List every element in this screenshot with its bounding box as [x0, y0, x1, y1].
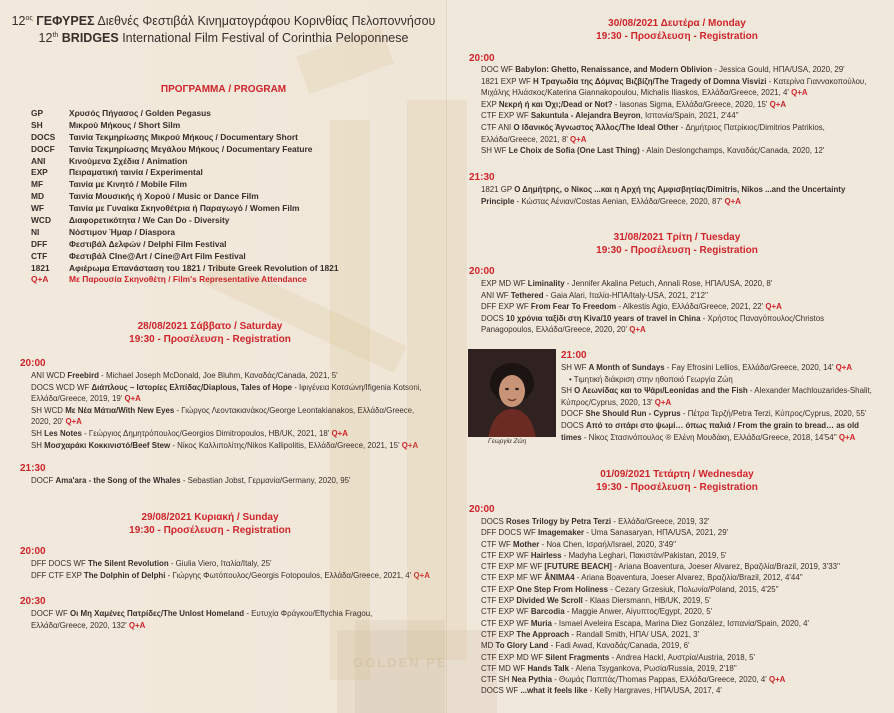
list-item: CTF MD WF Hands Talk - Alena Tsygankova, Ρωσία/Russia, 2019, 2'18''	[481, 663, 737, 673]
program-block	[481, 64, 877, 157]
day-header-30: 30/08/2021 Δευτέρα / Monday 19:30 - Προσέλευση - Registration	[596, 18, 758, 42]
list-item: CTF EXP WF Barcodia - Maggie Anwer, Αίγυπτος/Egypt, 2020, 5'	[481, 607, 713, 617]
program-title: ΠΡΟΓΡΑΜΜΑ / PROGRAM	[160, 84, 287, 95]
legend-code: CTF	[31, 250, 48, 261]
legend-code: DOCS	[31, 131, 56, 142]
time-slot: 20:00	[469, 53, 495, 64]
legend-row	[31, 108, 431, 120]
legend-description: Ταινία Τεκμηρίωσης Μικρού Μήκους / Documentary Short	[69, 131, 298, 142]
legend-code: EXP	[31, 167, 48, 178]
list-item: DOCS 10 χρόνια ταξίδι στη Kiva/10 years of travel in China - Χρήστος Παναγόπουλος/Christos Panagopoulos, Ελλάδα/Greece, 2020, 20' Q+A	[481, 313, 825, 335]
list-item: CTF EXP MF WF ÂNIMA4 - Ariana Boaventura, Joeser Alvarez, Βραζιλία/Brazil, 2012, 4'44''	[481, 573, 803, 583]
list-item: ANI WCD Freebird - Michael Joseph McDonald, Joe Bluhm, Καναδάς/Canada, 2021, 5'	[31, 371, 338, 380]
list-item: DOCS WCD WF Διάπλους – Ιστορίες Ελπίδας/Diaplous, Tales of Hope - Ιφιγένεια Κοτσώνη/Ifigenia Kotsoni, Ελλάδα/Greece, 2019, 19' Q+A	[31, 382, 422, 404]
legend-code: SH	[31, 119, 43, 130]
legend-description: Ταινία Μουσικής ή Χορού / Music or Dance Film	[69, 191, 259, 202]
list-item: CTF WF Mother - Noa Chen, Ισραήλ/Israel, 2020, 3'49''	[481, 539, 677, 549]
list-item: ANI WF Tethered - Gaia Alari, Ιταλία-ΗΠΑ/Italy-USA, 2021, 2'12''	[481, 290, 708, 300]
list-item: DFF DOCS WF The Silent Revolution - Giulia Viero, Ιταλία/Italy, 25'	[31, 559, 272, 568]
legend-code: NI	[31, 226, 40, 237]
program-block	[31, 370, 431, 451]
legend	[31, 108, 431, 286]
right-page	[353, 0, 894, 713]
program-block	[31, 475, 431, 487]
legend-row	[31, 120, 431, 132]
woman-portrait-icon	[468, 349, 556, 437]
list-item: CTF EXP WF Hairless - Madyha Leghari, Πακιστάν/Pakistan, 2019, 5'	[481, 550, 727, 560]
program-block	[31, 558, 436, 581]
portrait-caption: Γεωργία Ζώη	[488, 438, 527, 445]
day-header-31: 31/08/2021 Τρίτη / Tuesday 19:30 - Προσέλευση - Registration	[596, 232, 758, 256]
list-item: SH WF Le Choix de Sofia (One Last Thing) - Alain Deslongchamps, Καναδάς/Canada, 2020, 12'	[481, 146, 825, 156]
list-item: DOCF WF Οι Μη Χαμένες Πατρίδες/The Unlost Homeland - Ευτυχία Φράγκου/Eftychia Fragou, Ελλάδα/Greece, 2020, 132' Q+A	[31, 609, 373, 630]
list-item: DFF EXP WF From Fear To Freedom - Alkestis Agio, Ελλάδα/Greece, 2021, 22' Q+A	[481, 302, 782, 312]
legend-row	[31, 144, 431, 156]
legend-description: Ταινία Τεκμηρίωσης Μεγάλου Μήκους / Documentary Feature	[69, 143, 313, 154]
list-item: SH WF A Month of Sundays - Fay Efrosini Lellios, Ελλάδα/Greece, 2020, 14' Q+A	[561, 363, 853, 372]
legend-description: Νόστιμον Ήμαρ / Diaspora	[69, 226, 176, 237]
portrait-photo	[468, 349, 556, 437]
legend-code: GP	[31, 108, 44, 118]
list-item: 1821 GP Ο Δημήτρης, ο Νίκος ...και η Αρχή της Αμφισβητίας/Dimitris, Nikos ...and the Uncertainty Principle - Κώστας Αένιαν/Costas Aenian, Ελλάδα/Greece, 2020, 87' Q+A	[481, 185, 846, 206]
time-slot: 20:00	[20, 546, 46, 557]
list-item: SH WCD Με Νέα Μάτια/With New Eyes - Γιώργος Λεοντακιανάκος/George Leontakianakos, Ελλάδα/Greece, 2020, 20' Q+A	[31, 405, 415, 427]
legend-row	[31, 132, 431, 144]
festival-title-english: 12th BRIDGES International Film Festival of Corinthia Peloponnese	[38, 31, 409, 45]
legend-row	[31, 179, 431, 191]
legend-row	[31, 167, 431, 179]
legend-code: 1821	[31, 262, 50, 273]
list-item: MD To Glory Land - Fadi Awad, Καναδάς/Canada, 2019, 6'	[481, 641, 690, 651]
legend-row	[31, 274, 431, 286]
list-item: CTF ANI Ο Ιδανικός Άγνωστος Άλλος/The Ideal Other - Δημήτριος Πατρίκιος/Dimitrios Patrikios, Ελλάδα/Greece, 2021, 8' Q+A	[481, 122, 825, 144]
list-item: EXP Νεκρή ή και Όχι;/Dead or Not? - Iasonas Sigma, Ελλάδα/Greece, 2020, 15' Q+A	[481, 99, 787, 109]
list-item: CTF EXP MF WF [FUTURE BEACH] - Ariana Boaventura, Joeser Alvarez, Βραζιλία/Brazil, 2019, 3'33''	[481, 562, 840, 572]
list-item: DOCS Roses Trilogy by Petra Terzi - Ελλάδα/Greece, 2019, 32'	[481, 517, 710, 526]
day-header-01: 01/09/2021 Τετάρτη / Wednesday 19:30 - Προσέλευση - Registration	[596, 469, 758, 493]
list-item: CTF EXP WF Muria - Ismael Aveleira Escapa, Marina Diez González, Ισπανία/Spain, 2020, 4'	[481, 618, 809, 628]
legend-row	[31, 156, 431, 168]
list-item: SH Les Notes - Γεώργιος Δημητρόπουλος/Georgios Dimitropoulos, HB/UK, 2021, 18' Q+A	[31, 428, 348, 438]
program-block	[481, 278, 877, 336]
program-block	[481, 184, 877, 207]
legend-description: Αφιέρωμα Επανάσταση του 1821 / Tribute Greek Revolution of 1821	[69, 262, 339, 273]
legend-code: WF	[31, 203, 45, 214]
legend-description: Κινούμενα Σχέδια / Animation	[69, 155, 188, 166]
list-item: CTF EXP MD WF Silent Fragments - Andrea Hackl, Αυστρία/Austria, 2018, 5'	[481, 652, 755, 662]
legend-code: DFF	[31, 238, 48, 249]
legend-row	[31, 215, 431, 227]
legend-code: MD	[31, 191, 45, 202]
legend-row	[31, 263, 431, 275]
list-item: CTF EXP WF Sakuntula - Alejandra Beyron, Ισπανία/Spain, 2021, 2'44''	[481, 111, 739, 121]
list-item: DOCS WF ...what it feels like - Kelly Hargraves, ΗΠΑ/USA, 2017, 4'	[481, 686, 722, 696]
time-slot: 21:30	[469, 172, 495, 183]
legend-description: Μικρού Μήκους / Short Silm	[69, 119, 181, 130]
list-item: DOC WF Babylon: Ghetto, Renaissance, and Modern Oblivion - Jessica Gould, ΗΠΑ/USA, 2020, 29'	[481, 65, 845, 74]
legend-row	[31, 191, 431, 203]
legend-row	[31, 227, 431, 239]
legend-code: MF	[31, 179, 44, 190]
time-slot: 20:00	[469, 504, 495, 515]
legend-row	[31, 203, 431, 215]
list-item: CTF SH Nea Pythia - Θωμάς Παππάς/Thomas Pappas, Ελλάδα/Greece, 2020, 4' Q+A	[481, 675, 786, 685]
watermark-text: GOLDEN PE	[353, 655, 448, 670]
list-item: CTF EXP The Approach - Randall Smith, ΗΠΑ/ USA, 2021, 3'	[481, 629, 700, 639]
list-item: DOCS Από το σιτάρι στο ψωμί… όπως παλιά / From the grain to bread… as old times - Νίκος Στασινόπουλος ® Ελένη Μουδάκη, Ελλάδα/Greece, 2018, 14'54'' Q+A	[561, 420, 860, 442]
time-slot: 21:30	[20, 463, 46, 474]
time-slot: 20:00	[20, 358, 46, 369]
list-item: 1821 EXP WF Η Τραγωδία της Δόμνας Βιζβίζη/The Tragedy of Domna Visvizi - Κατερίνα Γιαννακοπούλου, Μιχάλης Ηλιάσκος/Katerina Giannakopoulou, Michalis Iliaskos, Ελλάδα/Greece, 2021, 4' Q+A	[481, 76, 867, 98]
list-item: DFF CTF EXP The Dolphin of Delphi - Γιώργης Φωτόπουλος/Georgis Fotopoulos, Ελλάδα/Greece, 2021, 4' Q+A	[31, 570, 430, 580]
legend-description: Ταινία με Γυναίκα Σκηνοθέτρια ή Παραγωγό / Women Film	[69, 203, 300, 214]
legend-code: DOCF	[31, 143, 55, 154]
list-item: SH Ο Λεωνίδας και το Ψάρι/Leonidas and the Fish - Alexander Machlouzarides-Shalit, Κύπρος/Cyprus, 2020, 13' Q+A	[561, 386, 872, 407]
list-item: EXP MD WF Liminality - Jennifer Akalina Petuch, Annali Rose, ΗΠΑ/USA, 2020, 8'	[481, 279, 773, 288]
program-block	[481, 516, 877, 697]
day-header-28: 28/08/2021 Σάββατο / Saturday 19:30 - Προσέλευση - Registration	[129, 321, 291, 345]
time-slot: 20:00	[469, 266, 495, 277]
legend-row	[31, 239, 431, 251]
day-header-29: 29/08/2021 Κυριακή / Sunday 19:30 - Προσέλευση - Registration	[129, 512, 291, 536]
list-item: DOCF Ama'ara - the Song of the Whales - Sebastian Jobst, Γερμανία/Germany, 2020, 95'	[31, 476, 351, 485]
program-block	[561, 362, 877, 443]
legend-description: Χρυσός Πήγασος / Golden Pegasus	[69, 108, 211, 118]
legend-description: Ταινία με Κινητό / Mobile Film	[69, 179, 187, 190]
list-item: SH Μοσχαράκι Κοκκινιστό/Beef Stew - Νίκος Καλλιπολίτης/Nikos Kallipolitis, Ελλάδα/Greece, 2021, 15' Q+A	[31, 440, 419, 450]
legend-code: WCD	[31, 215, 52, 226]
legend-description: Με Παρουσία Σκηνοθέτη / Film's Representative Attendance	[69, 274, 307, 285]
legend-description: Πειραματική ταινία / Experimental	[69, 167, 203, 178]
festival-title-greek: $12^{o\varsigma}$ ΓΕΦΥΡΕΣ Διεθνές Φεστιβάλ Κινηματογράφου Κορινθίας Πελοποννήσου	[11, 14, 436, 28]
time-slot: 21:00	[561, 350, 587, 361]
list-item: DOCF She Should Run - Cyprus - Πέτρα Τερζή/Petra Terzi, Κύπρος/Cyprus, 2020, 55'	[561, 409, 867, 419]
list-item: CTF EXP Divided We Scroll - Klaas Diersmann, HB/UK, 2019, 5'	[481, 596, 711, 606]
program-block	[31, 608, 431, 631]
time-slot: 20:30	[20, 596, 46, 607]
list-item-note: • Τιμητική διάκριση στην ηθοποιό Γεωργία Ζώη	[569, 374, 733, 384]
legend-code: Q+A	[31, 274, 49, 285]
list-item: DFF DOCS WF Imagemaker - Uma Sanasaryan, ΗΠΑ/USA, 2021, 29'	[481, 528, 729, 538]
legend-description: Φεστιβάλ Δελφών / Delphi Film Festival	[69, 238, 227, 249]
legend-description: Φεστιβάλ CIne@Art / Cine@Art Film Festival	[69, 250, 246, 261]
legend-description: Διαφορετικότητα / We Can Do - Diversity	[69, 215, 230, 226]
legend-row	[31, 251, 431, 263]
list-item: CTF EXP One Step From Holiness - Cezary Grzesiuk, Πολωνία/Poland, 2015, 4'25''	[481, 584, 779, 594]
legend-code: ANI	[31, 155, 46, 166]
